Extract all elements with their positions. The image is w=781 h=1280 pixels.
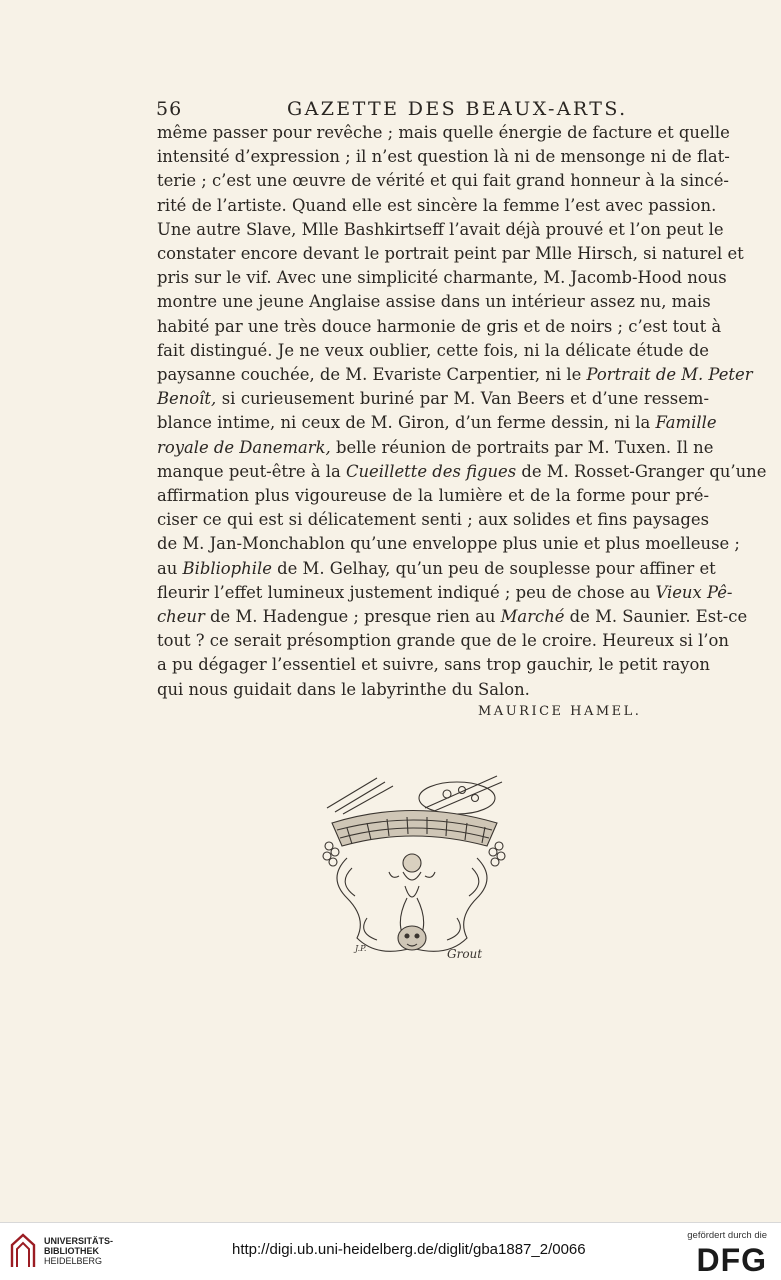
text-line [157,242,744,266]
text-run: habité par une très douce harmonie de gris et de noirs ; c’est tout à [157,316,722,336]
page-number: 56 [156,98,183,120]
decorative-vignette-illustration [307,768,517,973]
text-line [157,194,717,218]
viewer-footer [0,1222,781,1280]
text-line [157,678,709,702]
library-name: UNIVERSITÄTS- BIBLIOTHEK HEIDELBERG [44,1236,114,1266]
vignette-signature-right: Grout [447,947,483,961]
italic-title: cheur [157,607,205,627]
text-run: de M. Jan-Monchablon qu’une enveloppe plus unie et plus moelleuse ; [157,534,740,554]
text-run: constater encore devant le portrait peint par Mlle Hirsch, si naturel et [157,244,744,264]
text-run: même passer pour revêche ; mais quelle énergie de facture et quelle [157,123,730,142]
text-run: de M. Hadengue ; presque rien au [204,607,501,627]
italic-title: Portrait de M. Peter [586,365,753,385]
text-line [157,387,709,411]
text-line [157,290,709,314]
text-run: de M. Saunier. Est-ce [564,607,748,627]
text-run: qui nous guidait dans le labyrinthe du Salon. [157,679,530,699]
text-line [157,266,727,290]
text-run: de M. Gelhay, qu’un peu de souplesse pour affiner et [271,558,716,578]
text-line [157,363,753,387]
text-run: paysanne couchée, de M. Evariste Carpentier, ni le [157,365,587,385]
funder-note: gefördert durch die [687,1230,767,1241]
italic-title: Bibliophile [182,558,272,578]
text-run: rité de l’artiste. Quand elle est sincère la femme l’est avec passion. [157,195,717,215]
author-signature: MAURICE HAMEL. [478,704,642,719]
text-run: Une autre Slave, Mlle Bashkirtseff l’avait déjà prouvé et l’on peut le [157,219,724,239]
text-run: belle réunion de portraits par M. Tuxen. Il ne [330,437,714,457]
text-line [157,121,730,145]
text-run: montre une jeune Anglaise assise dans un intérieur assez nu, mais [157,292,711,312]
text-line [157,218,724,242]
text-line [157,629,729,653]
text-line [157,411,717,435]
text-run: ciser ce qui est si délicatement senti ; aux solides et fins paysages [157,510,709,530]
text-line [157,605,748,629]
vignette-signature-left: J.P. [355,944,367,953]
permalink-url[interactable]: http://digi.ub.uni-heidelberg.de/diglit/gba1887_2/0066 [232,1241,586,1258]
running-head: GAZETTE DES BEAUX-ARTS. [287,98,628,120]
text-line [157,460,767,484]
text-run: si curieusement buriné par M. Van Beers et d’une ressem- [216,389,709,409]
text-run: tout ? ce serait présomption grande que de le croire. Heureux si l’on [157,631,729,651]
italic-title: Vieux Pê- [655,582,733,602]
text-run: terie ; c’est une œuvre de vérité et qui fait grand honneur à la sincé- [157,171,729,191]
italic-title: Famille [655,413,717,433]
text-run: fleurir l’effet lumineux justement indiqué ; peu de chose au [157,582,656,602]
text-line [157,532,740,556]
text-line [157,315,722,339]
italic-title: Cueillette des figues [345,461,517,481]
italic-title: royale de Danemark, [157,437,331,457]
article-text [157,121,767,702]
text-run: fait distingué. Je ne veux oublier, cette fois, ni la délicate étude de [157,340,709,360]
text-line [157,145,730,169]
text-run: intensité d’expression ; il n’est question là ni de mensonge ni de flat- [157,147,730,167]
italic-title: Marché [500,607,565,627]
text-line [157,436,714,460]
dfg-logo: DFG [696,1242,767,1278]
text-run: affirmation plus vigoureuse de la lumière et de la forme pour pré- [157,486,709,506]
text-line [157,508,709,532]
text-line [157,339,709,363]
university-library-logo-icon [8,1231,38,1271]
text-run: manque peut-être à la [157,461,346,481]
text-line [157,653,709,677]
text-run: pris sur le vif. Avec une simplicité charmante, M. Jacomb-Hood nous [157,268,727,288]
italic-title: Benoît, [157,389,217,409]
text-line [157,581,733,605]
text-line [157,484,709,508]
text-line [157,169,729,193]
text-run: blance intime, ni ceux de M. Giron, d’un ferme dessin, ni la [157,413,656,433]
text-line [157,557,716,581]
text-run: a pu dégager l’essentiel et suivre, sans trop gauchir, le petit rayon [157,655,710,675]
text-run: de M. Rosset-Granger qu’une [516,461,767,481]
text-run: au [157,558,183,578]
